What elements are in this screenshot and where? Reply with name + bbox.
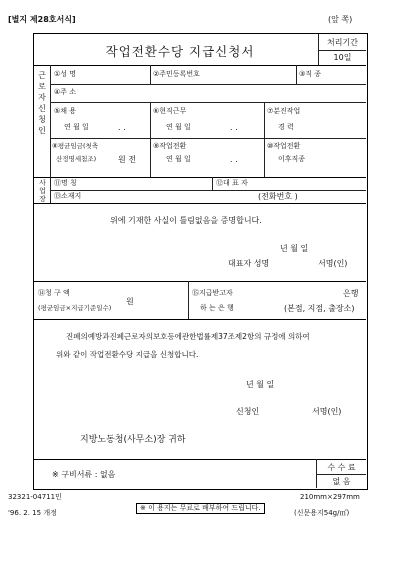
claim-amount-won: 원 [126,297,134,306]
processing-label: 처리기간 [327,38,358,47]
avg-wage-sub-label: 산정명세첨조) [56,155,97,163]
applicant-section-label: 근로자신청인 [38,71,46,135]
certify-date: 년 월 일 [280,244,309,253]
avg-wage-label: ⑧평균임금(첫축 [52,142,99,150]
representative-label: ⑫대 표 자 [216,179,248,187]
hire-label: ⑤채 용 [54,107,77,115]
bank-branch: (본점, 지점, 출장소) [284,304,355,313]
rrn-input[interactable] [212,67,292,82]
job-label: ③직 종 [299,70,322,78]
certify-text: 위에 기재한 사실이 틀림없음을 증명합니다. [110,216,262,225]
claim-amount-label: ⑭청 구 액 [38,289,70,297]
lung-career-label: ⑦분진작업 [267,107,301,115]
workplace-section-label: 사업장 [39,179,46,203]
applicant-label: 신청인 [236,407,260,416]
certify-sign[interactable]: 서명(인) [318,259,348,268]
apply-date: 년 월 일 [246,380,275,389]
lung-career-sub-label: 경 력 [278,123,294,131]
form-number: [별지 제28호서식] [8,15,76,24]
address-input[interactable] [98,86,358,100]
hire-date-dots[interactable]: . . [118,123,126,132]
required-documents: ※ 구비서류 : 없음 [52,470,116,479]
bank-label: ⑮지급받고자 [192,289,233,297]
bank-value[interactable]: 은행 [343,289,359,298]
revision-date: '96. 2. 15 개정 [8,509,57,517]
paper-size: 210mm×297mm [300,493,360,501]
processing-value: 10일 [333,53,352,62]
avg-wage-won: 원 전 [118,155,136,164]
fee-value: 없 음 [332,477,351,486]
current-work-date-dots[interactable]: . . [230,123,238,132]
hire-sub-label: 연 월 일 [64,123,89,131]
rrn-label: ②주민등록번호 [153,70,200,78]
workplace-name-label: ⑪명 칭 [54,179,77,187]
applicant-sign[interactable]: 서명(인) [312,407,342,416]
form-code: 32321-04711민 [8,493,62,501]
addressee: 지방노동청(사무소)장 귀하 [80,435,186,445]
transfer-sub-label: 연 월 일 [166,155,191,163]
fee-label: 수 수 료 [327,463,356,472]
name-input[interactable] [98,67,148,82]
address-label: ④주 소 [54,88,77,96]
claim-amount-sub: (평균임금×지급기준일수) [38,304,112,312]
paper-type: (신문용지54g/㎡) [294,509,350,517]
current-work-sub-label: 연 월 일 [166,123,191,131]
transfer-date-dots[interactable]: . . [230,155,238,164]
free-distribution-notice: ※ 이 용지는 무료로 배부하여 드립니다. [136,503,265,514]
workplace-location-label: ⑬소재지 [54,192,82,200]
apply-statement-line2: 위와 같이 작업전환수당 지급을 신청합니다. [56,350,199,359]
current-work-label: ⑥현직근무 [153,107,187,115]
name-label: ①성 명 [54,70,77,78]
bank-sub-label: 하 는 은 행 [200,304,234,312]
apply-statement-line1: 진폐의예방과진폐근로자의보호등에관한법률제37조제2항의 규정에 의하여 [66,332,310,341]
after-job-label: ⑩작업전환 [267,142,301,150]
page-side: (앞 쪽) [328,15,353,24]
transfer-label: ⑨작업전환 [153,142,187,150]
form-title: 작업전환수당 지급신청서 [105,44,255,59]
phone-number-field[interactable]: (전화번호 ) [258,192,298,201]
certify-rep-label: 대표자 성명 [228,259,270,268]
after-job-sub-label: 이후직종 [278,155,306,163]
